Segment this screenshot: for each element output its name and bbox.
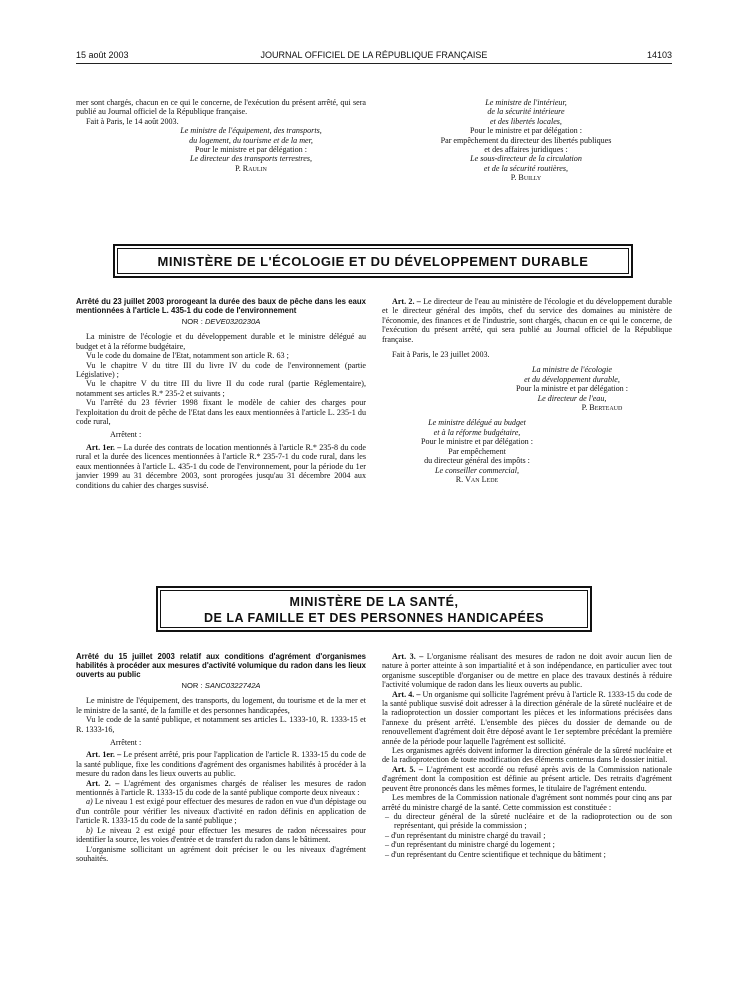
paragraph: Vu le code du domaine de l'Etat, notamment son article R. 63 ;: [86, 351, 289, 361]
ministry-title-line1: MINISTÈRE DE LA SANTÉ,: [289, 595, 459, 609]
signature-line: Le sous-directeur de la circulation: [470, 154, 582, 164]
signature-line: et du développement durable,: [524, 374, 620, 384]
level-b: b) Le niveau 2 est exigé pour effectuer les mesures de radon nécessaires pour identifier la source, les voies d'entrée et de transfert du radon dans le bâtiment.: [76, 825, 367, 845]
signature-line: Par empêchement: [448, 446, 506, 456]
ministry-title-line2: DE LA FAMILLE ET DES PERSONNES HANDICAPÉES: [203, 611, 545, 625]
signatory-name: P. Berteaud: [581, 403, 623, 413]
signatory-name: P. Builly: [510, 173, 542, 183]
page-header: [76, 50, 672, 64]
arretent: Arrêtent :: [110, 430, 142, 440]
arrete-radon-left-column: [76, 652, 366, 863]
signature-line: du logement, du tourisme et de la mer,: [189, 135, 313, 145]
paragraph: Vu le chapitre V du titre III du livre II du code rural (partie Réglementaire), notamment ses articles R.* 235-2 et suivants ;: [76, 379, 366, 398]
commission-members-list: [382, 812, 672, 859]
signature-line: Le directeur de l'eau,: [537, 393, 607, 403]
signature-line: et de la sécurité routières,: [483, 163, 569, 173]
signatory-name: R. Van Lede: [455, 474, 499, 484]
arrete-peche-right-column: [382, 297, 672, 484]
signature-line: et à la réforme budgétaire,: [433, 427, 521, 437]
signature-line: Le ministre de l'intérieur,: [485, 98, 567, 107]
arrete-radon-right-column: [382, 652, 672, 859]
signature-line: Le conseiller commercial,: [435, 465, 519, 475]
arrete-title: Arrêté du 23 juillet 2003 prorogeant la durée des baux de pêche dans les eaux mentionnées à l'article L. 435-1 du code de l'environnement: [76, 297, 366, 315]
list-item: – d'un représentant du ministre chargé du logement ;: [385, 840, 555, 850]
paragraph: Les membres de la Commission nationale d'agrément sont nommés pour cinq ans par arrêté du ministre chargé de la santé. Cette commission est constituée :: [382, 793, 672, 812]
ministry-health-heading: [156, 586, 592, 632]
level-a: a) Le niveau 1 est exigé pour effectuer des mesures de radon en vue d'un dépistage ou d'un contrôle pour vérifier les niveaux d'activité en radon définis en application de l'article R. 1333-15 du code de la santé publique ;: [76, 797, 366, 826]
closing-paragraph: mer sont chargés, chacun en ce qui le concerne, de l'exécution du présent arrêté, qui sera publié au Journal officiel de la République française.: [76, 98, 366, 117]
signature-line: Pour le ministre et par délégation :: [470, 126, 582, 136]
paragraph: Les organismes agréés doivent informer la direction générale de la sûreté nucléaire et de la radioprotection de toute modification des éléments contenus dans le dossier initial.: [382, 746, 672, 765]
paragraph: La ministre de l'écologie et du développement durable et le ministre délégué au budget et à la réforme budgétaire,: [76, 332, 366, 351]
nor-reference: NOR : DEVE0320230A: [181, 317, 261, 326]
header-journal-title: JOURNAL OFFICIEL DE LA RÉPUBLIQUE FRANÇAISE: [260, 50, 488, 60]
signature-line: Le ministre de l'équipement, des transports,: [180, 126, 322, 136]
paragraph: Vu l'arrêté du 23 février 1998 fixant le modèle de cahier des charges pour l'exploitation du droit de pêche de l'Etat dans les eaux mentionnées à l'article L. 235-1 du code rural,: [76, 398, 366, 427]
fait-a-paris: Fait à Paris, le 14 août 2003.: [86, 116, 179, 126]
signature-line: Le directeur des transports terrestres,: [189, 154, 313, 164]
signature-line: de la sécurité intérieure: [487, 107, 565, 117]
signature-line: du directeur général des impôts :: [424, 456, 530, 466]
list-item: – du directeur général de la sûreté nucléaire et de la radioprotection ou de son représentant, qui préside la commission ;: [385, 811, 672, 831]
article-2: Art. 2. – Le directeur de l'eau au ministère de l'écologie et du développement durable et le directeur général des impôts, chef du service des domaines au ministère de l'économie, des finances et de l'industrie, sont chargés, chacun en ce qui le concerne, de l'exécution du présent arrêté, qui sera publié au Journal officiel de la République française.: [382, 297, 672, 344]
paragraph: Vu le code de la santé publique, et notamment ses articles L. 1333-10, R. 1333-15 et R. 1333-16,: [76, 715, 366, 734]
signature-line: La ministre de l'écologie: [532, 365, 612, 375]
list-item: – d'un représentant du Centre scientifique et technique du bâtiment ;: [385, 849, 606, 859]
signature-line: et des libertés locales,: [490, 116, 562, 126]
arrete-title: Arrêté du 15 juillet 2003 relatif aux conditions d'agrément d'organismes habilités à procéder aux mesures d'activité volumique du radon dans les lieux ouverts au public: [76, 652, 366, 679]
signature-line: Pour la ministre et par délégation :: [516, 384, 628, 394]
fait-a-paris: Fait à Paris, le 23 juillet 2003.: [392, 350, 490, 360]
signature-line: et des affaires juridiques :: [484, 145, 568, 155]
article-4: Art. 4. – Un organisme qui sollicite l'agrément prévu à l'article R. 1333-15 du code de la santé publique susvisé doit adresser à la direction générale de la sûreté nucléaire et de la radioprotection un dossier comportant les pièces et les informations précisées dans l'annexe du présent arrêté. L'ensemble des pièces du dossier de demande ou de renouvellement d'agrément doit être déposé avant le 1er septembre précédant la première année de la période pour laquelle l'agrément est sollicité.: [382, 689, 672, 746]
article-1: Art. 1er. – La durée des contrats de location mentionnés à l'article R.* 235-8 du code rural et la durée des licences mentionnées à l'article R.* 235-7-1 du code rural, dans les eaux mentionnées à l'article L. 435-1 du code de l'environnement, pour la période du 1er janvier 1999 au 31 décembre 2003, sont prorogées jusqu'au 31 décembre 2004 aux conditions du cahier des charges susvisé.: [76, 442, 366, 490]
previous-arrete-end-right: [380, 98, 672, 183]
paragraph: Vu le chapitre V du titre III du livre IV du code de l'environnement (partie Législative) ;: [76, 360, 366, 380]
arrete-peche-left-column: [76, 297, 366, 490]
signature-line: Par empêchement du directeur des libertés publiques: [440, 135, 612, 145]
article-3: Art. 3. – L'organisme réalisant des mesures de radon ne doit avoir aucun lien de nature à porter atteinte à son impartialité et à son indépendance, en particulier avec tout organisme susceptible d'organiser ou de mettre en place des travaux destinés à réduire l'activité volumique de radon dans les lieux ouverts au public.: [382, 652, 672, 690]
signature-line: Pour le ministre et par délégation :: [195, 145, 307, 155]
signature-line: Le ministre délégué au budget: [428, 418, 526, 428]
arretent: Arrêtent :: [110, 738, 142, 748]
signature-line: Pour le ministre et par délégation :: [421, 437, 533, 447]
header-date: 15 août 2003: [76, 50, 129, 60]
article-1: Art. 1er. – Le présent arrêté, pris pour l'application de l'article R. 1333-15 du code de la santé publique, fixe les conditions d'agrément des organismes habilités à procéder à la mesure du radon dans les lieux ouverts au public.: [76, 750, 367, 779]
signatory-name: P. Raulin: [235, 163, 267, 173]
ministry-title: MINISTÈRE DE L'ÉCOLOGIE ET DU DÉVELOPPEMENT DURABLE: [157, 254, 589, 269]
header-rule: [76, 63, 672, 64]
list-item: – d'un représentant du ministre chargé du travail ;: [385, 830, 546, 840]
ministry-ecology-heading: [113, 244, 633, 278]
previous-arrete-end-left: [76, 98, 366, 173]
paragraph: L'organisme sollicitant un agrément doit préciser le ou les niveaux d'agrément souhaités.: [76, 844, 366, 863]
paragraph: Le ministre de l'équipement, des transports, du logement, du tourisme et de la mer et le ministre de la santé, de la famille et des personnes handicapées,: [76, 696, 366, 715]
nor-reference: NOR : SANC0322742A: [181, 681, 261, 690]
article-2: Art. 2. – L'agrément des organismes chargés de réaliser les mesures de radon mentionnés à l'article R. 1333-15 du code de la santé publique comporte deux niveaux :: [76, 778, 366, 798]
article-5: Art. 5. – L'agrément est accordé ou refusé après avis de la Commission nationale d'agrément dont la composition est définie au présent article. Des retraits d'agrément peuvent être prononcés dans les mêmes formes, le titulaire de l'agrément entendu.: [382, 764, 672, 793]
header-page-number: 14103: [646, 50, 672, 60]
